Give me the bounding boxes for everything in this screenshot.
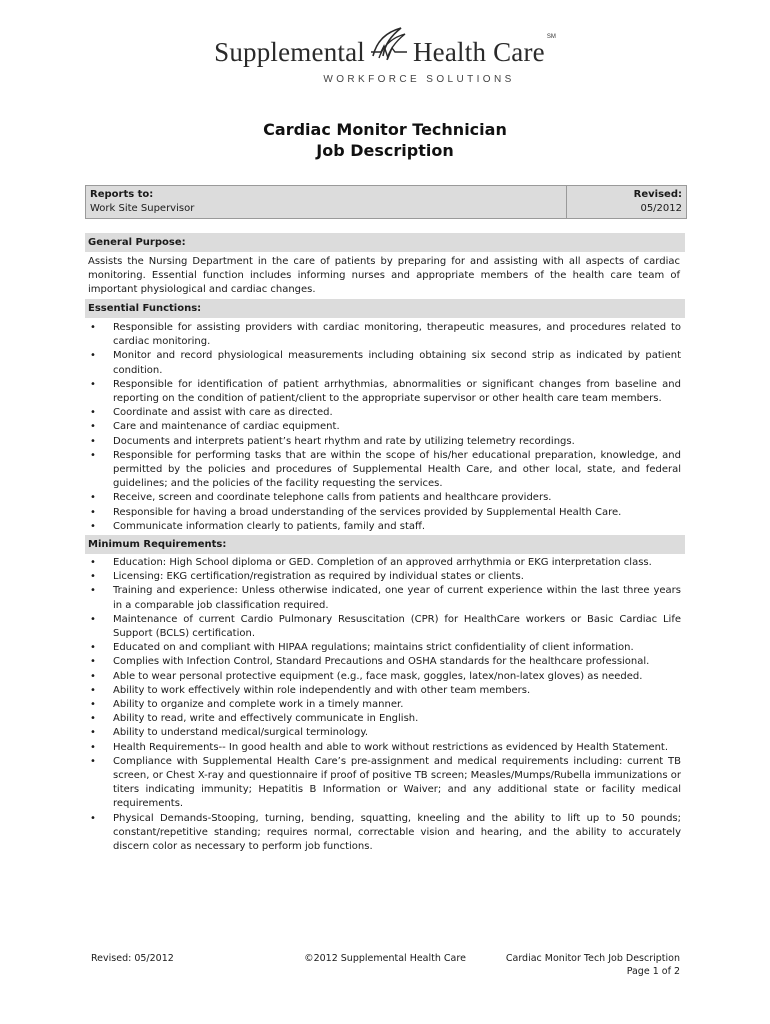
list-item: • Able to wear personal protective equipment (e.g., face mask, goggles, latex/non-latex gloves) as needed. xyxy=(85,670,681,684)
logo-tagline: WORKFORCE SOLUTIONS xyxy=(323,74,515,85)
list-item: • Training and experience: Unless otherwise indicated, one year of current experience within the last three years in a comparable job classification required. xyxy=(85,584,681,612)
list-item: • Receive, screen and coordinate telephone calls from patients and healthcare providers. xyxy=(85,491,681,505)
minimum-requirements-heading: Minimum Requirements: xyxy=(85,535,685,554)
list-item: • Education: High School diploma or GED. Completion of an approved arrhythmia or EKG interpretation class. xyxy=(85,556,681,570)
reports-to-label: Reports to: xyxy=(90,189,154,200)
heartbeat-flame-logo-icon xyxy=(367,26,411,66)
reports-to-value: Work Site Supervisor xyxy=(90,203,195,214)
general-purpose-text: Assists the Nursing Department in the care of patients by preparing for and assisting with all aspects of cardiac monitoring. Essential function includes informing nurses and appropriate members of the health care team of important physiological and cardiac changes. xyxy=(88,256,680,296)
reports-to-cell xyxy=(86,186,567,218)
general-purpose-heading: General Purpose: xyxy=(85,233,685,252)
reports-to-table xyxy=(85,185,687,219)
list-item: • Compliance with Supplemental Health Care’s pre-assignment and medical requirements including: current TB screen, or Chest X-ray and questionnaire if proof of positive TB screen; Measles/Mumps/Rubella immunizations or titers indicating immunity; Hepatitis B Information or Waiver; and any additional state or facility medical requirements. xyxy=(85,755,681,812)
footer-copyright: ©2012 Supplemental Health Care xyxy=(304,953,466,964)
service-mark: SM xyxy=(546,34,556,40)
revised-label: Revised: xyxy=(633,189,682,200)
list-item: • Responsible for having a broad understanding of the services provided by Supplemental Health Care. xyxy=(85,506,681,520)
list-item: • Physical Demands-Stooping, turning, bending, squatting, kneeling and the ability to lift up to 50 pounds; constant/repetitive standing; requires normal, correctable vision and hearing, and the ability to accurately discern color as necessary to perform job functions. xyxy=(85,812,681,855)
list-item: • Ability to read, write and effectively communicate in English. xyxy=(85,712,681,726)
list-item: • Responsible for performing tasks that are within the scope of his/her educational preparation, knowledge, and permitted by the policies and procedures of Supplemental Health Care, and other local, state, and federal guidelines; and the policies of the facility requesting the services. xyxy=(85,449,681,492)
list-item: • Care and maintenance of cardiac equipment. xyxy=(85,420,681,434)
company-logo xyxy=(0,26,770,85)
list-item: • Ability to understand medical/surgical terminology. xyxy=(85,726,681,740)
list-item: • Responsible for assisting providers with cardiac monitoring, therapeutic measures, and procedures related to cardiac monitoring. xyxy=(85,321,681,349)
document-title: Cardiac Monitor Technician xyxy=(263,120,507,139)
footer-page-number: Page 1 of 2 xyxy=(626,966,680,977)
list-item: • Documents and interprets patient’s heart rhythm and rate by utilizing telemetry recordings. xyxy=(85,435,681,449)
list-item: • Ability to work effectively within role independently and with other team members. xyxy=(85,684,681,698)
revised-cell xyxy=(567,186,686,218)
list-item: • Monitor and record physiological measurements including obtaining six second strip as indicated by patient condition. xyxy=(85,349,681,377)
list-item: • Coordinate and assist with care as directed. xyxy=(85,406,681,420)
list-item: • Educated on and compliant with HIPAA regulations; maintains strict confidentiality of client information. xyxy=(85,641,681,655)
footer-doc-title: Cardiac Monitor Tech Job Description xyxy=(505,953,680,964)
logo-name-right: Health Care xyxy=(412,37,545,67)
list-item: • Maintenance of current Cardio Pulmonary Resuscitation (CPR) for HealthCare workers or Basic Cardiac Life Support (BCLS) certification. xyxy=(85,613,681,641)
logo-name-left: Supplemental xyxy=(214,37,365,67)
list-item: • Responsible for identification of patient arrhythmias, abnormalities or significant changes from baseline and reporting on the condition of patient/client to the appropriate supervisor or other health care team members. xyxy=(85,378,681,406)
footer-doc-info xyxy=(506,952,680,978)
list-item: • Licensing: EKG certification/registration as required by individual states or clients. xyxy=(85,570,681,584)
list-item: • Communicate information clearly to patients, family and staff. xyxy=(85,520,681,534)
list-item: • Complies with Infection Control, Standard Precautions and OSHA standards for the healthcare professional. xyxy=(85,655,681,669)
list-item: • Ability to organize and complete work in a timely manner. xyxy=(85,698,681,712)
essential-functions-heading: Essential Functions: xyxy=(85,299,685,318)
list-item: • Health Requirements-- In good health and able to work without restrictions as evidenced by Health Statement. xyxy=(85,741,681,755)
essential-functions-list xyxy=(85,321,681,534)
document-subtitle: Job Description xyxy=(316,141,454,160)
footer-revised: Revised: 05/2012 xyxy=(91,953,174,964)
revised-value: 05/2012 xyxy=(640,203,682,214)
minimum-requirements-list xyxy=(85,556,681,854)
